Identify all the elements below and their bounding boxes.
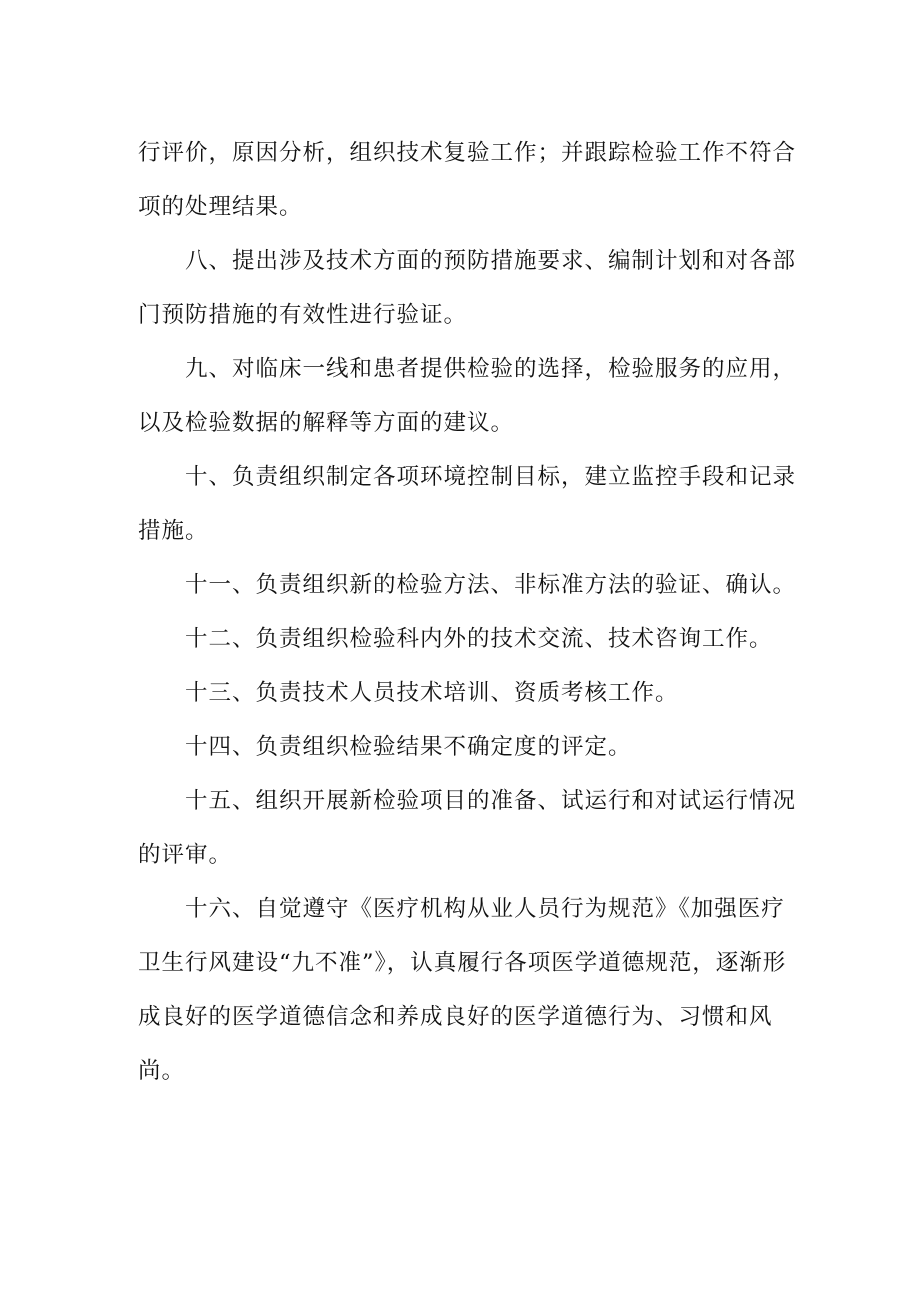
paragraph-item-15: 十五、组织开展新检验项目的准备、试运行和对试运行情况的评审。	[138, 788, 797, 868]
paragraph-item-13: 十三、负责技术人员技术培训、资质考核工作。	[185, 680, 679, 706]
paragraph-item-9: 九、对临床一线和患者提供检验的选择，检验服务的应用，以及检验数据的解释等方面的建议。	[138, 356, 797, 436]
paragraph-item-14: 十四、负责组织检验结果不确定度的评定。	[185, 734, 632, 760]
paragraph-item-11: 十一、负责组织新的检验方法、非标准方法的验证、确认。	[185, 572, 797, 598]
paragraph-item-10: 十、负责组织制定各项环境控制目标，建立监控手段和记录措施。	[138, 464, 797, 544]
paragraph-item-8: 八、提出涉及技术方面的预防措施要求、编制计划和对各部门预防措施的有效性进行验证。	[138, 248, 797, 328]
document-body	[138, 126, 800, 1098]
paragraph-item-12: 十二、负责组织检验科内外的技术交流、技术咨询工作。	[185, 626, 773, 652]
paragraph-item-16: 十六、自觉遵守《医疗机构从业人员行为规范》《加强医疗卫生行风建设“九不准”》，认真履行各项医学道德规范，逐渐形成良好的医学道德信念和养成良好的医学道德行为、习惯和风尚。	[138, 896, 787, 1084]
paragraph-continuation: 行评价，原因分析，组织技术复验工作；并跟踪检验工作不符合项的处理结果。	[138, 140, 797, 220]
